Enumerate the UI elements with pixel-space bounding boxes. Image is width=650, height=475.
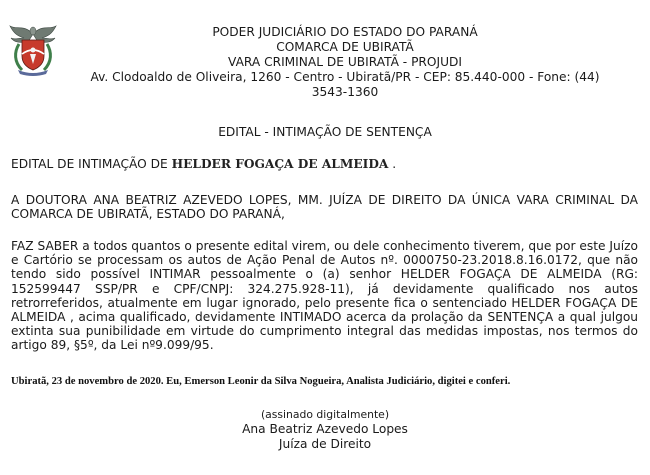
intro-suffix: . <box>388 157 397 171</box>
clerk-attestation: Ubiratã, 23 de novembro de 2020. Eu, Emerson Leonir da Silva Nogueira, Analista Judiciário, digitei e conferi. <box>11 376 511 387</box>
signature-role: Juíza de Direito <box>278 437 372 451</box>
header-court-name: PODER JUDICIÁRIO DO ESTADO DO PARANÁ <box>212 25 478 39</box>
intro-prefix: EDITAL DE INTIMAÇÃO DE <box>11 157 172 171</box>
body-defendant-identification: HELDER FOGAÇA DE ALMEIDA (RG: 152599447 SSP/PR e CPF/CNPJ: 324.275.928-11) <box>11 267 639 296</box>
body-text-part1: FAZ SABER a todos quantos o presente edital virem, ou dele conhecimento tiverem, que por este Juízo e Cartório se processam os autos de Ação Penal de Autos nº. 0000750-23.2018.8.16.0172, que não tendo sido possível INTIMAR pessoalmente o (a) senhor <box>11 239 638 282</box>
header-address: Av. Clodoaldo de Oliveira, 1260 - Centro - Ubiratã/PR - CEP: 85.440-000 - Fone: (44) <box>90 70 600 84</box>
intro-defendant-name: HELDER FOGAÇA DE ALMEIDA <box>171 157 389 171</box>
body-text-part3: , acima qualificado, devidamente INTIMADO acerca da prolação da SENTENÇA a qual julgou extinta sua punibilidade em virtude do cumprimento integral das medidas impostas, nos termos do artigo 89, §5º, da Lei nº9.099/95. <box>11 310 638 353</box>
document-title: EDITAL - INTIMAÇÃO DE SENTENÇA <box>218 125 432 139</box>
body-defendant-name: HELDER FOGAÇA DE ALMEIDA <box>11 295 638 325</box>
authority-paragraph: A DOUTORA ANA BEATRIZ AZEVEDO LOPES, MM. JUÍZA DE DIREITO DA ÚNICA VARA CRIMINAL DA COMARCA DE UBIRATÃ, ESTADO DO PARANÁ, <box>11 193 638 222</box>
header-district: COMARCA DE UBIRATÃ <box>276 40 414 54</box>
body-paragraph <box>11 239 638 353</box>
court-header <box>60 25 630 100</box>
header-court-division: VARA CRIMINAL DE UBIRATÃ - PROJUDI <box>228 55 462 69</box>
signature-block <box>0 407 650 452</box>
signature-note: (assinado digitalmente) <box>260 408 390 421</box>
body-text-part2: , já devidamente qualificado nos autos retrorreferidos, atualmente em lugar ignorado, pelo presente fica o sentenciado <box>11 281 639 310</box>
header-address-phone: 3543-1360 <box>311 85 379 99</box>
parana-coat-of-arms-icon <box>8 20 58 76</box>
intro-paragraph <box>11 157 638 171</box>
signature-name: Ana Beatriz Azevedo Lopes <box>242 422 408 436</box>
